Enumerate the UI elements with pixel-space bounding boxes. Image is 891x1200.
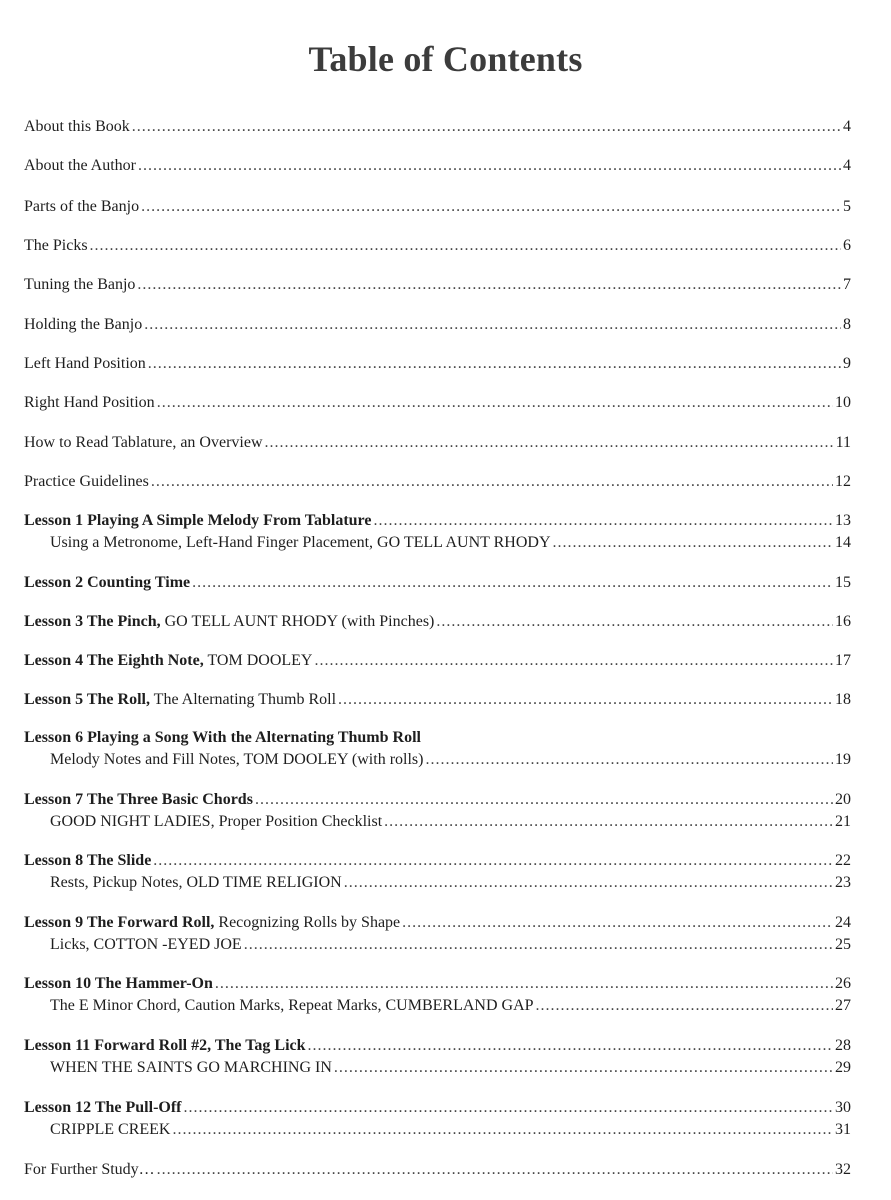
toc-page-number: 4: [843, 157, 851, 174]
dot-leader: [192, 572, 833, 594]
toc-page-number: 15: [835, 574, 851, 591]
toc-entry: [24, 432, 851, 454]
toc-entry-text: Holding the Banjo: [24, 316, 143, 333]
toc-entry: [24, 611, 851, 633]
toc-page-number: 4: [843, 118, 851, 135]
toc-entry-bold-title: Lesson 3 The Pinch,: [24, 613, 161, 630]
toc-entry-label: [24, 314, 142, 336]
toc-entry-label: [24, 611, 434, 633]
toc-entry-label: [24, 789, 253, 811]
toc-entry-bold-title: Lesson 5 The Roll,: [24, 691, 150, 708]
toc-entry-bold-title: Lesson 6 Playing a Song With the Alternating Thumb Roll: [24, 729, 421, 746]
dot-leader: [553, 532, 834, 554]
toc-entry: [24, 274, 851, 296]
dot-leader: [137, 274, 841, 296]
dot-leader: [215, 973, 833, 995]
toc-entry-text: Using a Metronome, Left-Hand Finger Placement, GO TELL AUNT RHODY: [50, 534, 551, 551]
toc-entry-label: [50, 532, 551, 554]
dot-leader: [255, 789, 833, 811]
toc-page-number: 27: [835, 997, 851, 1014]
toc-page-number: 22: [835, 852, 851, 869]
toc-entry-text: For Further Study…: [24, 1161, 155, 1178]
toc-entry: [24, 471, 851, 493]
toc-entry-bold-title: Lesson 9 The Forward Roll,: [24, 914, 215, 931]
toc-entry: [24, 155, 851, 177]
toc-entry-label: [24, 196, 139, 218]
toc-entry-bold-title: Lesson 2 Counting Time: [24, 574, 191, 591]
toc-entry: [24, 572, 851, 594]
toc-entry-label: [24, 973, 213, 995]
toc-subentry: [50, 995, 851, 1017]
toc-entry-text: CRIPPLE CREEK: [50, 1121, 171, 1138]
toc-entry: [24, 196, 851, 218]
toc-entry-text: The Alternating Thumb Roll: [149, 691, 337, 708]
toc-entry-label: [24, 1035, 306, 1057]
toc-entry: [24, 912, 851, 934]
dot-leader: [265, 432, 834, 454]
toc-entry: [24, 392, 851, 414]
dot-leader: [153, 850, 833, 872]
toc-entry-text: Recognizing Rolls by Shape: [214, 914, 401, 931]
toc-entry-label: [24, 850, 151, 872]
toc-page-number: 12: [835, 473, 851, 490]
toc-entry-bold-title: Lesson 8 The Slide: [24, 852, 152, 869]
toc-entry-label: [50, 1057, 332, 1079]
toc-entry: [24, 1159, 851, 1181]
toc-page-number: 23: [835, 874, 851, 891]
toc-entry-text: GOOD NIGHT LADIES, Proper Position Checklist: [50, 813, 383, 830]
toc-entry: [24, 510, 851, 532]
toc-page-number: 32: [835, 1161, 851, 1178]
toc-page-number: 26: [835, 975, 851, 992]
dot-leader: [338, 689, 833, 711]
dot-leader: [148, 353, 841, 375]
toc-page-number: 21: [835, 813, 851, 830]
toc-entry-text: WHEN THE SAINTS GO MARCHING IN: [50, 1059, 332, 1076]
toc-page-number: 14: [835, 534, 851, 551]
toc-entry-text: GO TELL AUNT RHODY (with Pinches): [160, 613, 435, 630]
page-title: Table of Contents: [308, 39, 583, 79]
toc-entry-label: [24, 1097, 182, 1119]
dot-leader: [151, 471, 833, 493]
dot-leader: [184, 1097, 834, 1119]
toc-entry-text: Right Hand Position: [24, 394, 155, 411]
toc-entry-label: [50, 934, 242, 956]
toc-entry-bold-title: Lesson 1 Playing A Simple Melody From Tablature: [24, 512, 372, 529]
dot-leader: [132, 116, 841, 138]
toc-subentry: [50, 749, 851, 771]
toc-subentry: [50, 811, 851, 833]
toc-page-number: 25: [835, 936, 851, 953]
toc-page-number: 8: [843, 316, 851, 333]
toc-entry-text: TOM DOOLEY: [203, 652, 313, 669]
toc-entry-label: [50, 995, 534, 1017]
toc-entry-text: Parts of the Banjo: [24, 198, 140, 215]
toc-subentry: [50, 1057, 851, 1079]
dot-leader: [334, 1057, 833, 1079]
toc-entry-text: Licks, COTTON -EYED JOE: [50, 936, 242, 953]
toc-entry-label: [24, 912, 400, 934]
toc-entry: [24, 789, 851, 811]
toc-entry: [24, 116, 851, 138]
dot-leader: [436, 611, 833, 633]
toc-page-number: 29: [835, 1059, 851, 1076]
dot-leader: [344, 872, 833, 894]
toc-page-number: 18: [835, 691, 851, 708]
toc-entry-label: [50, 1119, 170, 1141]
toc-entry: [24, 973, 851, 995]
toc-page-number: 28: [835, 1037, 851, 1054]
dot-leader: [144, 314, 841, 336]
toc-entry-label: [24, 274, 135, 296]
toc-entry-bold-title: Lesson 11 Forward Roll #2, The Tag Lick: [24, 1037, 306, 1054]
dot-leader: [425, 749, 833, 771]
toc-entry: [24, 650, 851, 672]
toc-page-number: 19: [835, 751, 851, 768]
toc-entry-label: [24, 432, 263, 454]
toc-entry-text: How to Read Tablature, an Overview: [24, 434, 263, 451]
toc-page-number: 20: [835, 791, 851, 808]
toc-page-number: 17: [835, 652, 851, 669]
toc-subentry: [50, 872, 851, 894]
dot-leader: [138, 155, 841, 177]
toc-subentry: [50, 532, 851, 554]
dot-leader: [90, 235, 841, 257]
dot-leader: [244, 934, 833, 956]
toc-page-number: 9: [843, 355, 851, 372]
toc-entry: [24, 850, 851, 872]
dot-leader: [308, 1035, 833, 1057]
toc-entry-text: Tuning the Banjo: [24, 276, 136, 293]
toc-entry: [24, 235, 851, 257]
toc-entry-label: [24, 392, 155, 414]
toc-entry-label: [50, 811, 382, 833]
toc-entry: [24, 353, 851, 375]
toc-page-number: 7: [843, 276, 851, 293]
toc-entry-bold-title: Lesson 4 The Eighth Note,: [24, 652, 204, 669]
toc-page-number: 31: [835, 1121, 851, 1138]
dot-leader: [373, 510, 833, 532]
toc-entry-label: [50, 749, 423, 771]
toc-entry-bold-title: Lesson 12 The Pull-Off: [24, 1099, 182, 1116]
toc-page-number: 16: [835, 613, 851, 630]
toc-entry-text: Left Hand Position: [24, 355, 146, 372]
toc-entry-label: [24, 116, 130, 138]
toc-entry-label: [24, 727, 421, 749]
toc-page-number: 10: [835, 394, 851, 411]
toc-entry: [24, 689, 851, 711]
toc-page-number: 11: [835, 434, 851, 451]
toc-page-number: 24: [835, 914, 851, 931]
dot-leader: [157, 392, 833, 414]
dot-leader: [141, 196, 841, 218]
toc-entry: [24, 1035, 851, 1057]
toc-entry-text: The Picks: [24, 237, 88, 254]
toc-entry: [24, 1097, 851, 1119]
toc-subentry: [50, 1119, 851, 1141]
toc-entry-text: Rests, Pickup Notes, OLD TIME RELIGION: [50, 874, 342, 891]
toc-entry: [24, 727, 851, 749]
toc-entry-bold-title: Lesson 7 The Three Basic Chords: [24, 791, 253, 808]
dot-leader: [402, 912, 833, 934]
toc-entry-label: [24, 650, 312, 672]
toc-entry-label: [24, 155, 136, 177]
toc-entry-text: Practice Guidelines: [24, 473, 149, 490]
toc-page-number: 6: [843, 237, 851, 254]
toc-entry-bold-title: Lesson 10 The Hammer-On: [24, 975, 213, 992]
dot-leader: [314, 650, 833, 672]
toc-entry-label: [24, 1159, 155, 1181]
toc-entry-label: [24, 572, 190, 594]
toc-page-number: 30: [835, 1099, 851, 1116]
toc-entry-text: About the Author: [24, 157, 136, 174]
toc-entry-label: [24, 689, 336, 711]
toc-entry-text: The E Minor Chord, Caution Marks, Repeat Marks, CUMBERLAND GAP: [50, 997, 534, 1014]
dot-leader: [172, 1119, 833, 1141]
toc-entry-text: Melody Notes and Fill Notes, TOM DOOLEY (with rolls): [50, 751, 424, 768]
toc-subentry: [50, 934, 851, 956]
toc-entry-label: [24, 235, 88, 257]
toc-entry-text: About this Book: [24, 118, 130, 135]
dot-leader: [536, 995, 833, 1017]
toc-entry-label: [24, 510, 371, 532]
toc-entry: [24, 314, 851, 336]
dot-leader: [157, 1159, 833, 1181]
toc-page-number: 5: [843, 198, 851, 215]
toc-entry-label: [24, 471, 149, 493]
toc-entry-label: [24, 353, 146, 375]
toc-entry-label: [50, 872, 342, 894]
dot-leader: [384, 811, 833, 833]
toc-page-number: 13: [835, 512, 851, 529]
